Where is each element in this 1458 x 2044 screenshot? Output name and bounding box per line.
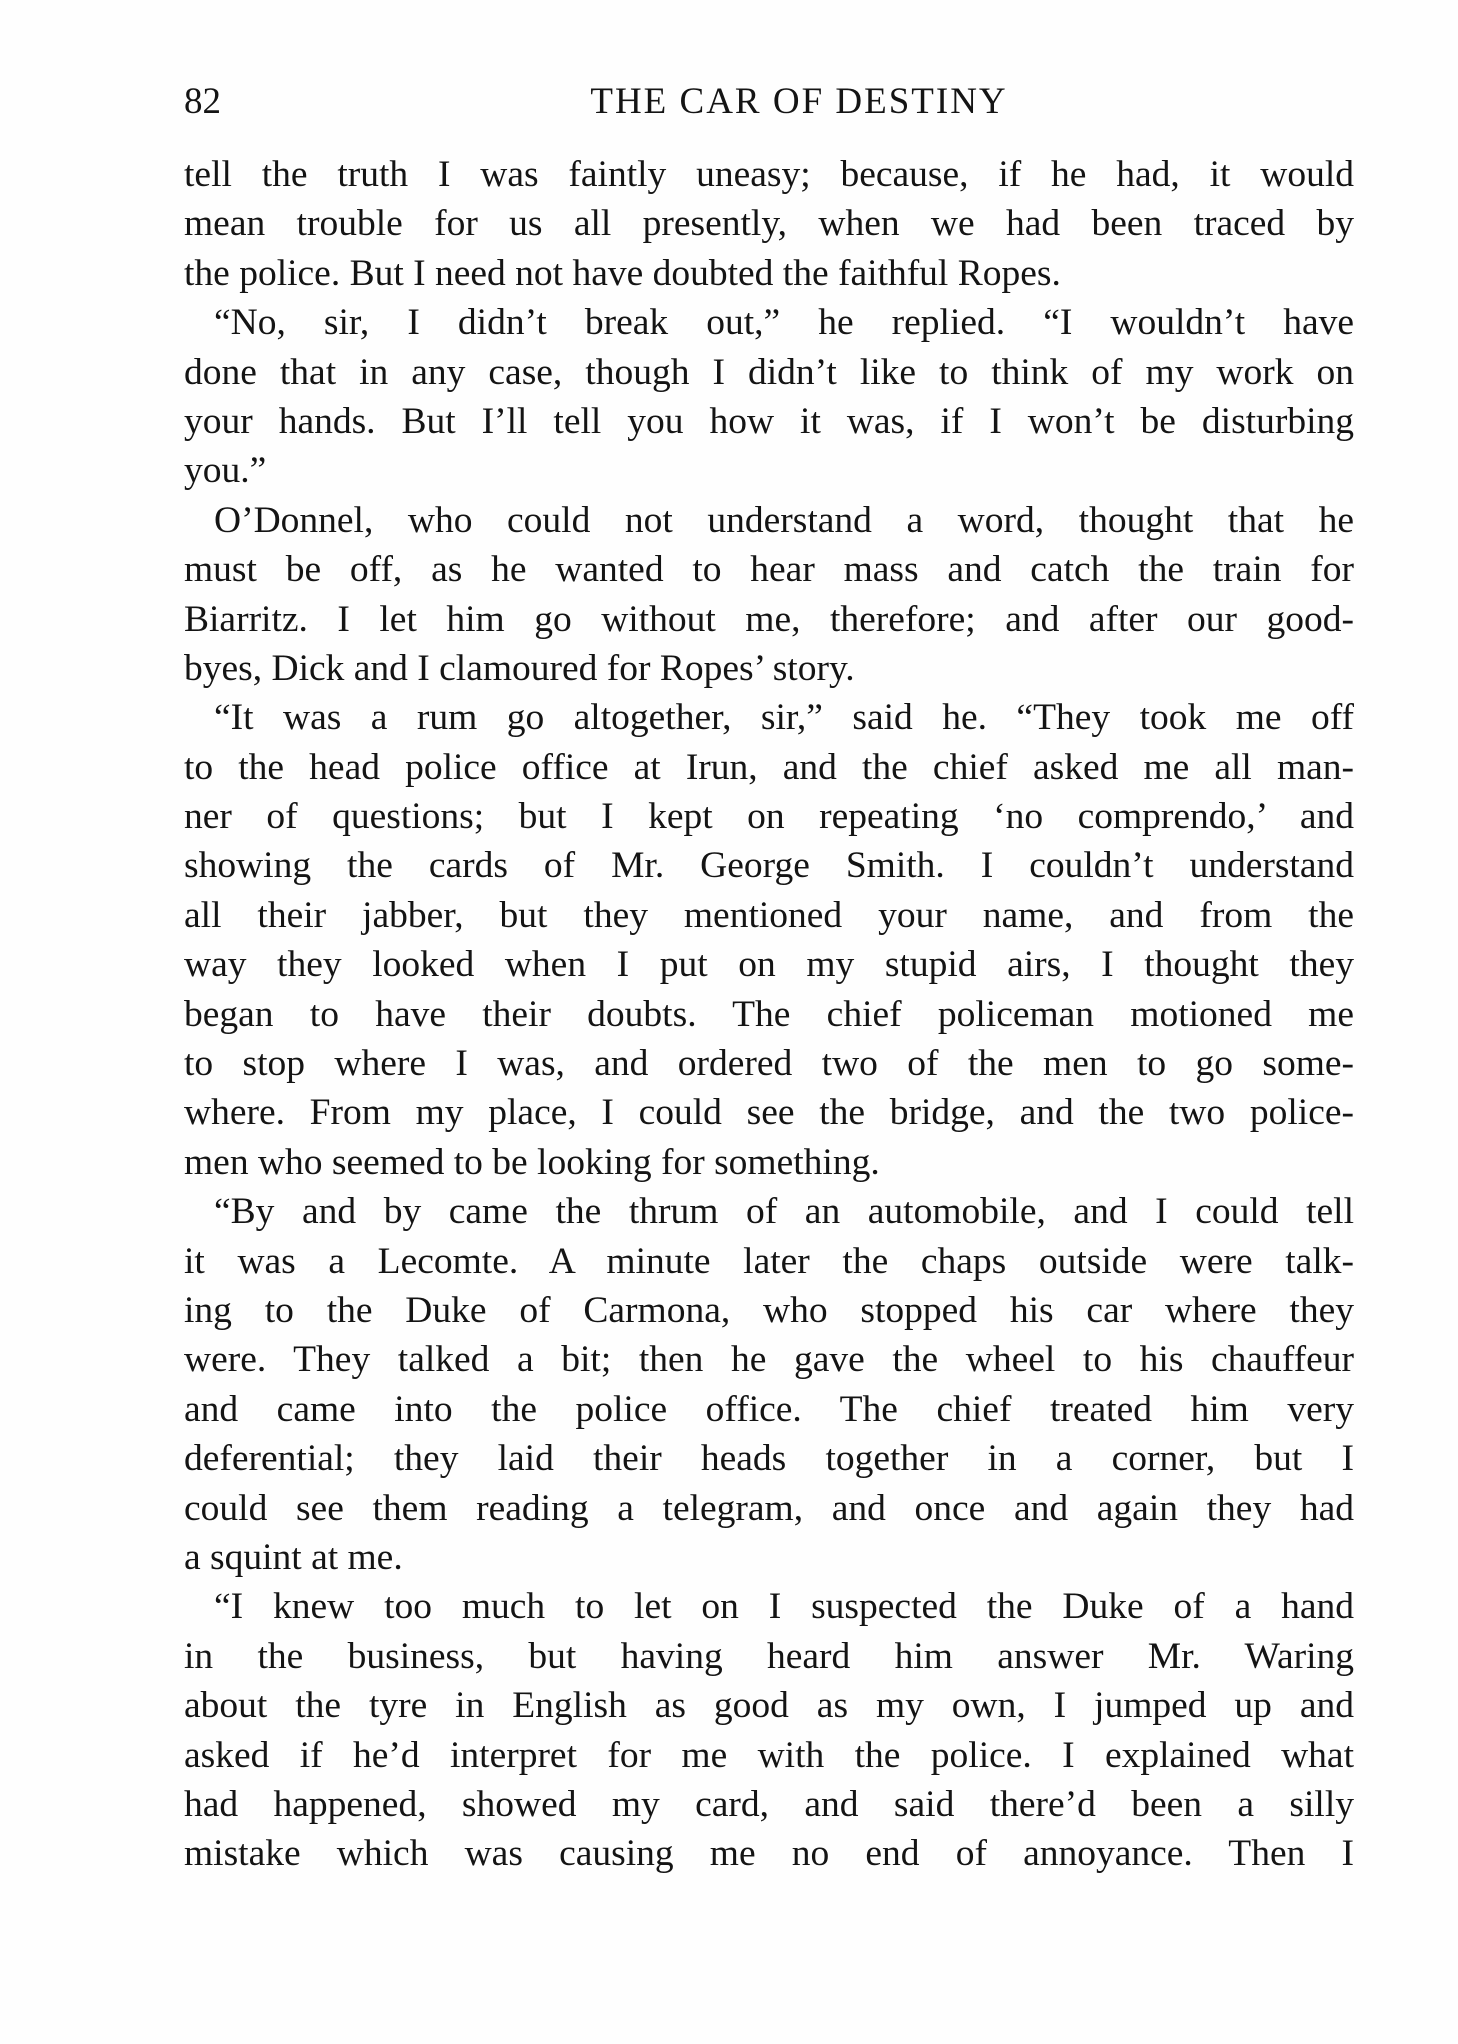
text-line: O’Donnel, who could not understand a word, thought that he bbox=[214, 499, 1354, 541]
text-line: showing the cards of Mr. George Smith. I couldn’t understand bbox=[184, 845, 1354, 887]
text-line: it was a Lecomte. A minute later the chaps outside were talk- bbox=[184, 1240, 1354, 1282]
text-line: mistake which was causing me no end of annoyance. Then I bbox=[184, 1833, 1354, 1875]
text-line: in the business, but having heard him answer Mr. Waring bbox=[184, 1635, 1354, 1677]
text-line: “By and by came the thrum of an automobile, and I could tell bbox=[214, 1191, 1354, 1233]
text-line: a squint at me. bbox=[184, 1536, 403, 1578]
page-number: 82 bbox=[184, 81, 221, 122]
text-line: about the tyre in English as good as my own, I jumped up and bbox=[184, 1685, 1354, 1727]
text-line: and came into the police office. The chief treated him very bbox=[184, 1388, 1354, 1430]
text-line: ner of questions; but I kept on repeating ‘no comprendo,’ and bbox=[184, 796, 1354, 838]
text-line: men who seemed to be looking for something. bbox=[184, 1141, 880, 1183]
text-line: byes, Dick and I clamoured for Ropes’ story. bbox=[184, 647, 855, 689]
text-line: way they looked when I put on my stupid airs, I thought they bbox=[184, 944, 1354, 986]
text-line: the police. But I need not have doubted the faithful Ropes. bbox=[184, 252, 1061, 294]
running-title: THE CAR OF DESTINY bbox=[590, 81, 1008, 122]
text-line: must be off, as he wanted to hear mass and catch the train for bbox=[184, 549, 1354, 591]
text-line: to the head police office at Irun, and the chief asked me all man- bbox=[184, 746, 1354, 788]
text-line: “No, sir, I didn’t break out,” he replied. “I wouldn’t have bbox=[214, 302, 1354, 344]
text-line: you.” bbox=[184, 450, 267, 492]
text-line: Biarritz. I let him go without me, therefore; and after our good- bbox=[184, 598, 1354, 640]
text-line: mean trouble for us all presently, when we had been traced by bbox=[184, 203, 1354, 245]
text-line: “I knew too much to let on I suspected the Duke of a hand bbox=[214, 1586, 1354, 1628]
text-line: tell the truth I was faintly uneasy; because, if he had, it would bbox=[184, 154, 1354, 195]
text-line: asked if he’d interpret for me with the police. I explained what bbox=[184, 1734, 1354, 1776]
text-line: ing to the Duke of Carmona, who stopped his car where they bbox=[184, 1289, 1354, 1331]
text-line: deferential; they laid their heads together in a corner, but I bbox=[184, 1438, 1354, 1480]
running-head bbox=[184, 72, 1354, 132]
text-line: your hands. But I’ll tell you how it was, if I won’t be disturbing bbox=[184, 400, 1354, 442]
text-line: could see them reading a telegram, and once and again they had bbox=[184, 1487, 1354, 1529]
text-line: were. They talked a bit; then he gave the wheel to his chauffeur bbox=[184, 1339, 1354, 1381]
text-line: all their jabber, but they mentioned your name, and from the bbox=[184, 894, 1354, 936]
text-line: done that in any case, though I didn’t like to think of my work on bbox=[184, 351, 1354, 393]
text-line: to stop where I was, and ordered two of the men to go some- bbox=[184, 1043, 1354, 1085]
text-line: began to have their doubts. The chief policeman motioned me bbox=[184, 993, 1354, 1035]
text-line: where. From my place, I could see the bridge, and the two police- bbox=[184, 1092, 1354, 1134]
text-line: “It was a rum go altogether, sir,” said he. “They took me off bbox=[214, 697, 1354, 739]
body-text bbox=[184, 150, 1354, 1879]
text-line: had happened, showed my card, and said there’d been a silly bbox=[184, 1783, 1354, 1825]
